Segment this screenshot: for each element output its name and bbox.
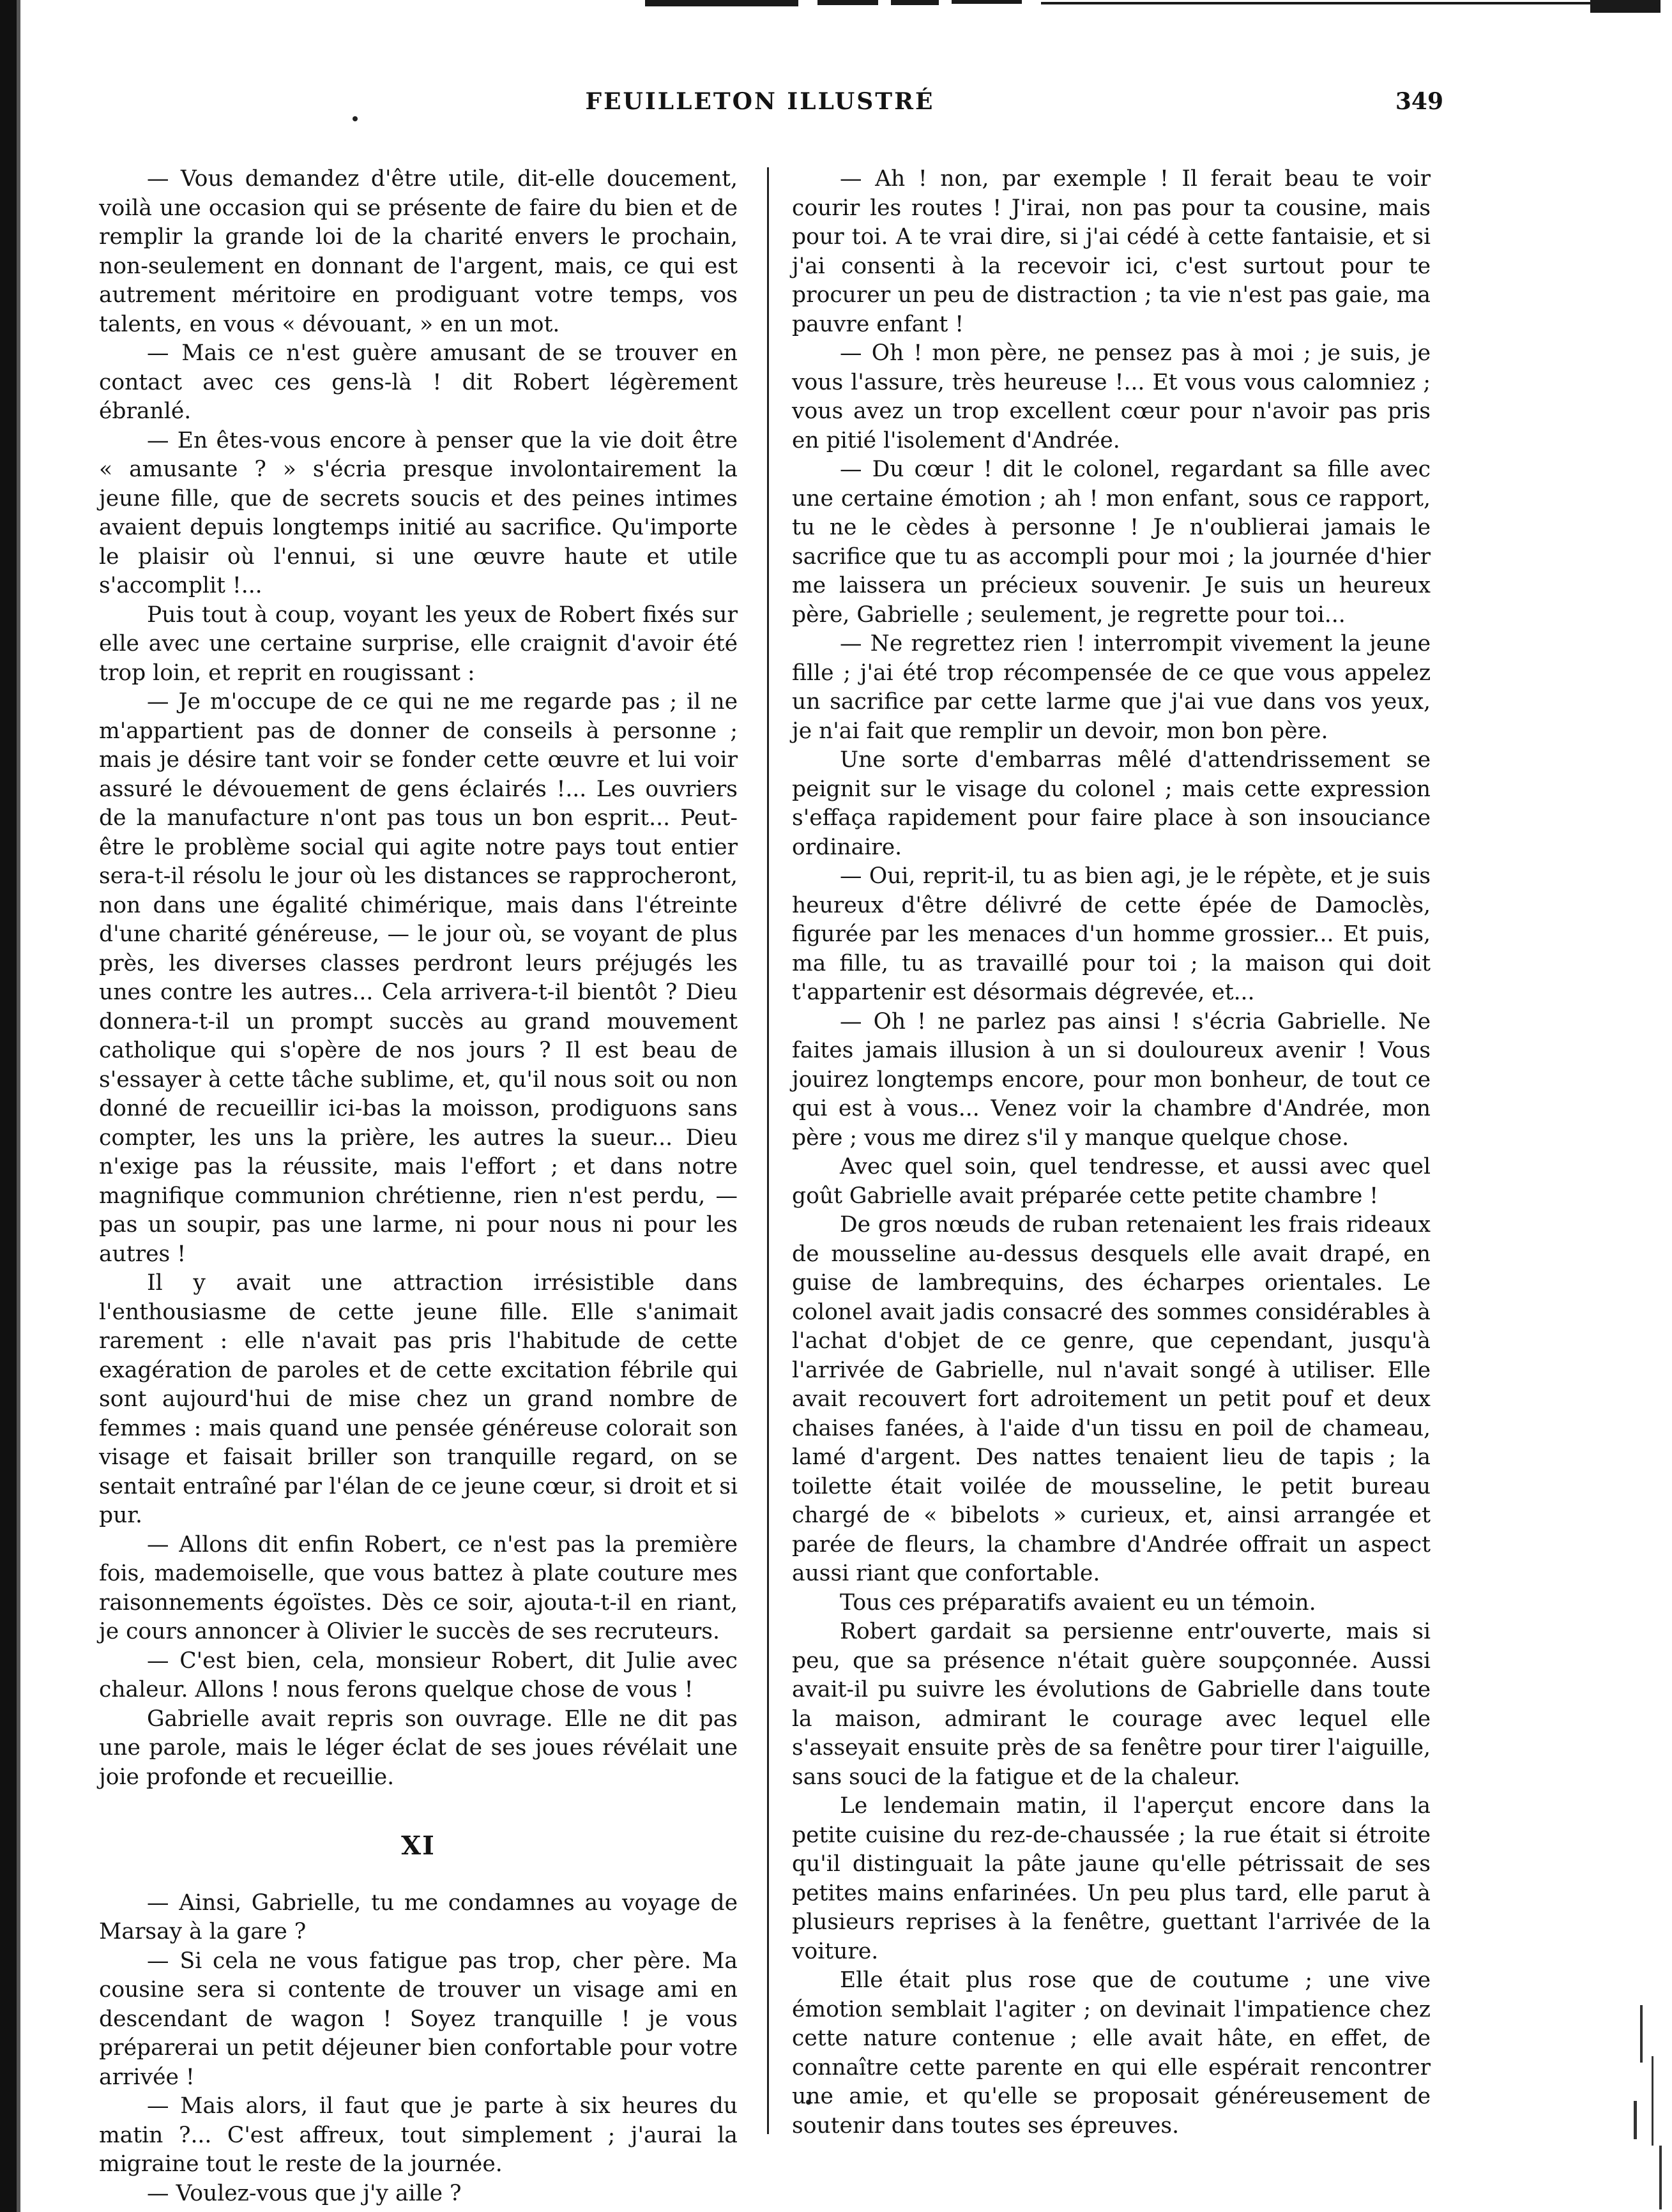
running-title: FEUILLETON ILLUSTRÉ [585, 88, 935, 115]
paragraph: — Voulez-vous que j'y aille ? [147, 2180, 462, 2206]
scan-speck [1652, 2056, 1653, 2146]
scan-speck [1640, 2005, 1643, 2063]
paragraph: — Du cœur ! dit le colonel, regardant sa fille avec une certaine émotion ; ah ! mon enfant, sous ce rapport, tu ne le cèdes à personne ! Je n'oublierai jamais le sacrifice que tu as accompli pour moi ; la journée d'hier me laissera un précieux souvenir. Je suis un heureux père, Gabrielle ; seulement, je regrette pour toi... [792, 457, 1431, 628]
paragraph: Il y avait une attraction irrésistible dans l'enthousiasme de cette jeune fille. Elle s'animait rarement : elle n'avait pas pris l'habitude de cette exagération de paroles et de cette excitation fébrile qui sont aujourd'hui de mise chez un grand nombre de femmes : mais quand une pensée généreuse colorait son visage et faisait briller son tranquille regard, on se sentait entraîné par l'élan de ce jeune cœur, si droit et si pur. [99, 1270, 738, 1528]
page-number: 349 [1395, 88, 1443, 115]
paragraph: — En êtes-vous encore à penser que la vie doit être « amusante ? » s'écria presque involontairement la jeune fille, que de secrets soucis et des peines intimes avaient depuis longtemps initié au sacrifice. Qu'importe le plaisir où l'ennui, si une œuvre haute et utile s'accomplit !... [99, 427, 738, 598]
paragraph: — Allons dit enfin Robert, ce n'est pas la première fois, mademoiselle, que vous battez à plate couture mes raisonnements égoïstes. Dès ce soir, ajouta-t-il en riant, je cours annoncer à Olivier le succès de ses recruteurs. [99, 1531, 738, 1644]
chapter-heading: XI [401, 1831, 436, 1861]
running-head [77, 88, 1443, 126]
paragraph: — Vous demandez d'être utile, dit-elle doucement, voilà une occasion qui se présente de faire du bien et de remplir la grande loi de la charité envers le prochain, non-seulement en donnant de l'argent, mais, ce qui est autrement méritoire en prodiguant votre temps, vos talents, en vous « dévouant, » en un mot. [99, 166, 738, 337]
paragraph: De gros nœuds de ruban retenaient les frais rideaux de mousseline au-dessus desquels elle avait drapé, en guise de lambrequins, des écharpes orientales. Le colonel avait jadis consacré des sommes considérables à l'achat d'objet de ce genre, que cependant, jusqu'à l'arrivée de Gabrielle, nul n'avait songé à utiliser. Elle avait recouvert fort adroitement un petit pouf et deux chaises fanées, à l'aide d'un tissu en poil de chameau, lamé d'argent. Des nattes tenaient lieu de tapis ; la toilette était voilée de mousseline, le petit bureau chargé de « bibelots » curieux, et, ainsi arrangée et parée de fleurs, la chambre d'Andrée offrait un aspect aussi riant que confortable. [792, 1212, 1431, 1586]
paragraph: Gabrielle avait repris son ouvrage. Elle ne dit pas une parole, mais le léger éclat de ses joues révélait une joie profonde et recueillie. [99, 1706, 738, 1790]
top-rule [891, 0, 939, 5]
paragraph: — C'est bien, cela, monsieur Robert, dit Julie avec chaleur. Allons ! nous ferons quelque chose de vous ! [99, 1648, 738, 1702]
scan-binding-edge [0, 0, 17, 2212]
scan-speck [1659, 2146, 1662, 2209]
paragraph: Tous ces préparatifs avaient eu un témoin. [840, 1589, 1316, 1616]
paragraph: — Ne regrettez rien ! interrompit vivement la jeune fille ; j'ai été trop récompensée de ce que vous appelez un sacrifice par cette larme que j'ai vue dans vos yeux, je n'ai fait que remplir un devoir, mon bon père. [792, 631, 1431, 744]
paragraph: — Je m'occupe de ce qui ne me regarde pas ; il ne m'appartient pas de donner de conseils à personne ; mais je désire tant voir se fonder cette œuvre et lui voir assuré le dévouement de gens éclairés !... Les ouvriers de la manufacture n'ont pas tous un bon esprit... Peut-être le problème social qui agite notre pays tout entier sera-t-il résolu le jour où les distances se rapprocheront, non dans une égalité chimérique, mais dans l'étreinte d'une charité généreuse, — le jour où, se voyant de plus près, les diverses classes perdront leurs préjugés les unes contre les autres... Cela arrivera-t-il bientôt ? Dieu donnera-t-il un prompt succès au grand mouvement catholique qui s'opère de nos jours ? Il est beau de s'essayer à cette tâche sublime, et, qu'il nous soit ou non donné de recueillir ici-bas la moisson, prodiguons sans compter, les uns la prière, les autres la sueur... Dieu n'exige pas la réussite, mais l'effort ; et dans notre magnifique communion chrétienne, rien n'est perdu, — pas un soupir, pas une larme, ni pour nous ni pour les autres ! [99, 689, 738, 1267]
top-rule [1041, 2, 1616, 4]
top-rule [1590, 0, 1661, 13]
paragraph: — Ah ! non, par exemple ! Il ferait beau te voir courir les routes ! J'irai, non pas pour ta cousine, mais pour toi. A te vrai dire, si j'ai cédé à cette fantaisie, et si j'ai consenti à la recevoir ici, c'est surtout pour te procurer un peu de distraction ; ta vie n'est pas gaie, ma pauvre enfant ! [792, 166, 1431, 337]
paragraph: — Mais alors, il faut que je parte à six heures du matin ?... C'est affreux, tout simplement ; j'aurai la migraine tout le reste de la journée. [99, 2093, 738, 2177]
left-column [99, 165, 738, 2208]
top-rule [645, 0, 798, 6]
paragraph: Robert gardait sa persienne entr'ouverte, mais si peu, que sa présence n'était guère soupçonnée. Aussi avait-il pu suivre les évolutions de Gabrielle dans toute la maison, admirant le courage avec lequel elle s'asseyait ensuite près de sa fenêtre pour tirer l'aiguille, sans souci de la fatigue et de la chaleur. [792, 1619, 1431, 1790]
paragraph: Le lendemain matin, il l'aperçut encore dans la petite cuisine du rez-de-chaussée ; la rue était si étroite qu'il distinguait la pâte jaune qu'elle pétrissait de ses petites mains enfarinées. Un peu plus tard, elle parut à plusieurs reprises à la fenêtre, guettant l'arrivée de la voiture. [792, 1793, 1431, 1964]
right-column [792, 165, 1431, 2140]
scan-edge-noise [1615, 1980, 1672, 2212]
paragraph: — Mais ce n'est guère amusant de se trouver en contact avec ces gens-là ! dit Robert légèrement ébranlé. [99, 340, 738, 424]
paragraph: Puis tout à coup, voyant les yeux de Robert fixés sur elle avec une certaine surprise, elle craignit d'avoir été trop loin, et reprit en rougissant : [99, 602, 738, 686]
top-rule [817, 0, 878, 5]
paragraph: — Si cela ne vous fatigue pas trop, cher père. Ma cousine sera si contente de trouver un visage ami en descendant de wagon ! Soyez tranquille ! je vous préparerai un petit déjeuner bien confortable pour votre arrivée ! [99, 1948, 738, 2090]
top-rule [952, 0, 1022, 4]
paragraph: — Oh ! ne parlez pas ainsi ! s'écria Gabrielle. Ne faites jamais illusion à un si douloureux avenir ! Vous jouirez longtemps encore, pour mon bonheur, de tout ce qui est à vous... Venez voir la chambre d'Andrée, mon père ; vous me direz s'il y manque quelque chose. [792, 1008, 1431, 1151]
scan-speck [1634, 2101, 1637, 2139]
paragraph: — Oui, reprit-il, tu as bien agi, je le répète, et je suis heureux d'être délivré de cette épée de Damoclès, figurée par les menaces d'un homme grossier... Et puis, ma fille, tu as travaillé pour toi ; la maison qui doit t'appartenir est désormais dégrevée, et... [792, 863, 1431, 1005]
paragraph: — Oh ! mon père, ne pensez pas à moi ; je suis, je vous l'assure, très heureuse !... Et vous vous calomniez ; vous avez un trop excellent cœur pour n'avoir pas pris en pitié l'isolement d'Andrée. [792, 340, 1431, 453]
paragraph: Avec quel soin, quel tendresse, et aussi avec quel goût Gabrielle avait préparée cette petite chambre ! [792, 1154, 1431, 1209]
column-divider [767, 167, 769, 2134]
scan-binding-shadow [17, 0, 20, 2212]
paragraph: Une sorte d'embarras mêlé d'attendrissement se peignit sur le visage du colonel ; mais cette expression s'effaça rapidement pour faire place à son insouciance ordinaire. [792, 747, 1431, 860]
paragraph: Elle était plus rose que de coutume ; une vive émotion semblait l'agiter ; on devinait l'impatience chez cette nature contenue ; elle avait hâte, en effet, de connaître cette parente en qui elle espérait rencontrer une amie, et qu'elle se proposait généreusement de soutenir dans toutes ses épreuves. [792, 1967, 1431, 2139]
paragraph: — Ainsi, Gabrielle, tu me condamnes au voyage de Marsay à la gare ? [99, 1890, 738, 1944]
